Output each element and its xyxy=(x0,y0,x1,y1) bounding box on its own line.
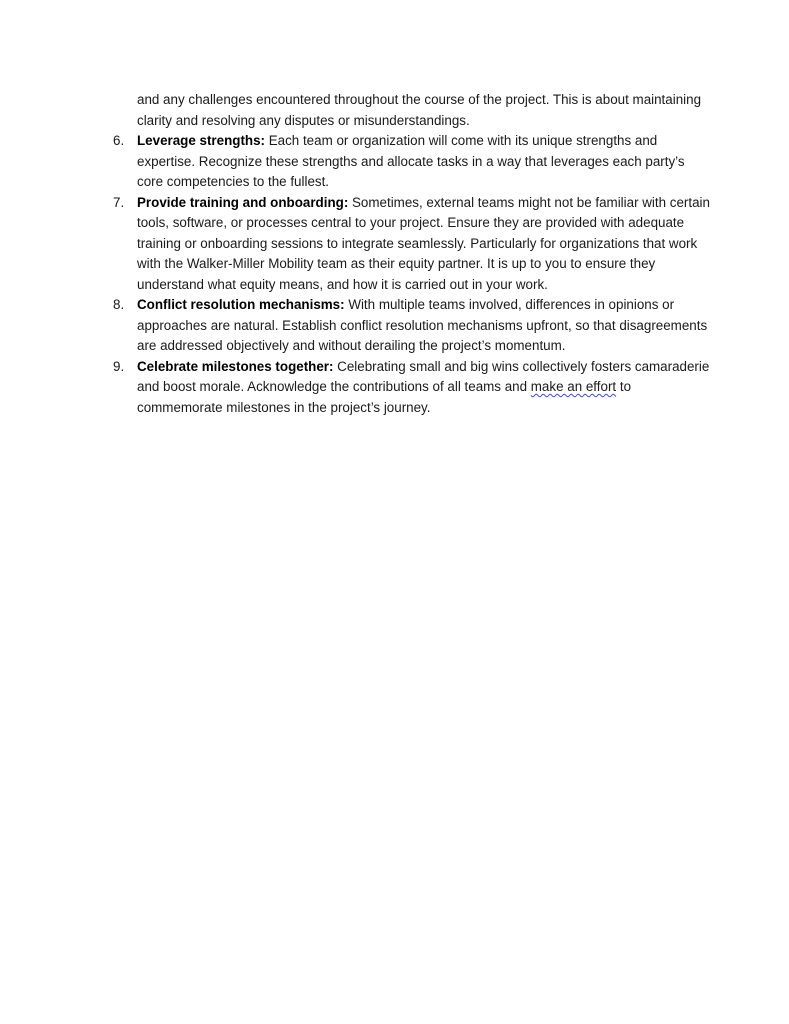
list-number: 9. xyxy=(113,358,125,374)
list-number: 6. xyxy=(113,133,125,148)
list-number: 8. xyxy=(113,297,125,312)
item-text: With multiple teams involved, differences in opinions or approaches are natural. Establish conflict resolution mechanisms upfront, so that disagreements are addressed objectively and without derailing the project’s momentum. xyxy=(137,297,708,353)
item-heading: Leverage strengths: xyxy=(137,133,265,148)
item-text-after: to commemorate milestones in the project’s journey. xyxy=(137,379,632,415)
item-heading: Provide training and onboarding: xyxy=(137,194,349,210)
numbered-list xyxy=(110,131,710,418)
item-text: Sometimes, external teams might not be familiar with certain tools, software, or processes central to your project. Ensure they are provided with adequate training or onboarding sessions to integrate seamlessly. Particularly for organizations that work with the Walker-Miller Mobility team as their equity partner. It is up to you to ensure they understand what equity means, and how it is carried out in your work. xyxy=(137,194,710,292)
item-heading: Conflict resolution mechanisms: xyxy=(137,297,345,312)
continuation-paragraph: and any challenges encountered throughout the course of the project. This is about maintaining clarity and resolving any disputes or misunderstandings. xyxy=(137,92,702,128)
item-text-before: Celebrating small and big wins collectively fosters camaraderie and boost morale. Acknowledge the contributions of all teams and xyxy=(137,358,710,394)
list-number: 7. xyxy=(113,194,125,210)
list-item-6 xyxy=(110,131,710,193)
document-body xyxy=(110,90,710,418)
item-heading: Celebrate milestones together: xyxy=(137,358,334,374)
list-item-9 xyxy=(110,357,710,419)
list-item-8 xyxy=(110,295,710,357)
grammar-flagged-phrase[interactable]: make an effort xyxy=(530,379,617,394)
list-item-7 xyxy=(110,193,710,296)
item-text: Each team or organization will come with its unique strengths and expertise. Recognize these strengths and allocate tasks in a way that leverages each party’s core competencies to the fullest. xyxy=(137,133,685,189)
